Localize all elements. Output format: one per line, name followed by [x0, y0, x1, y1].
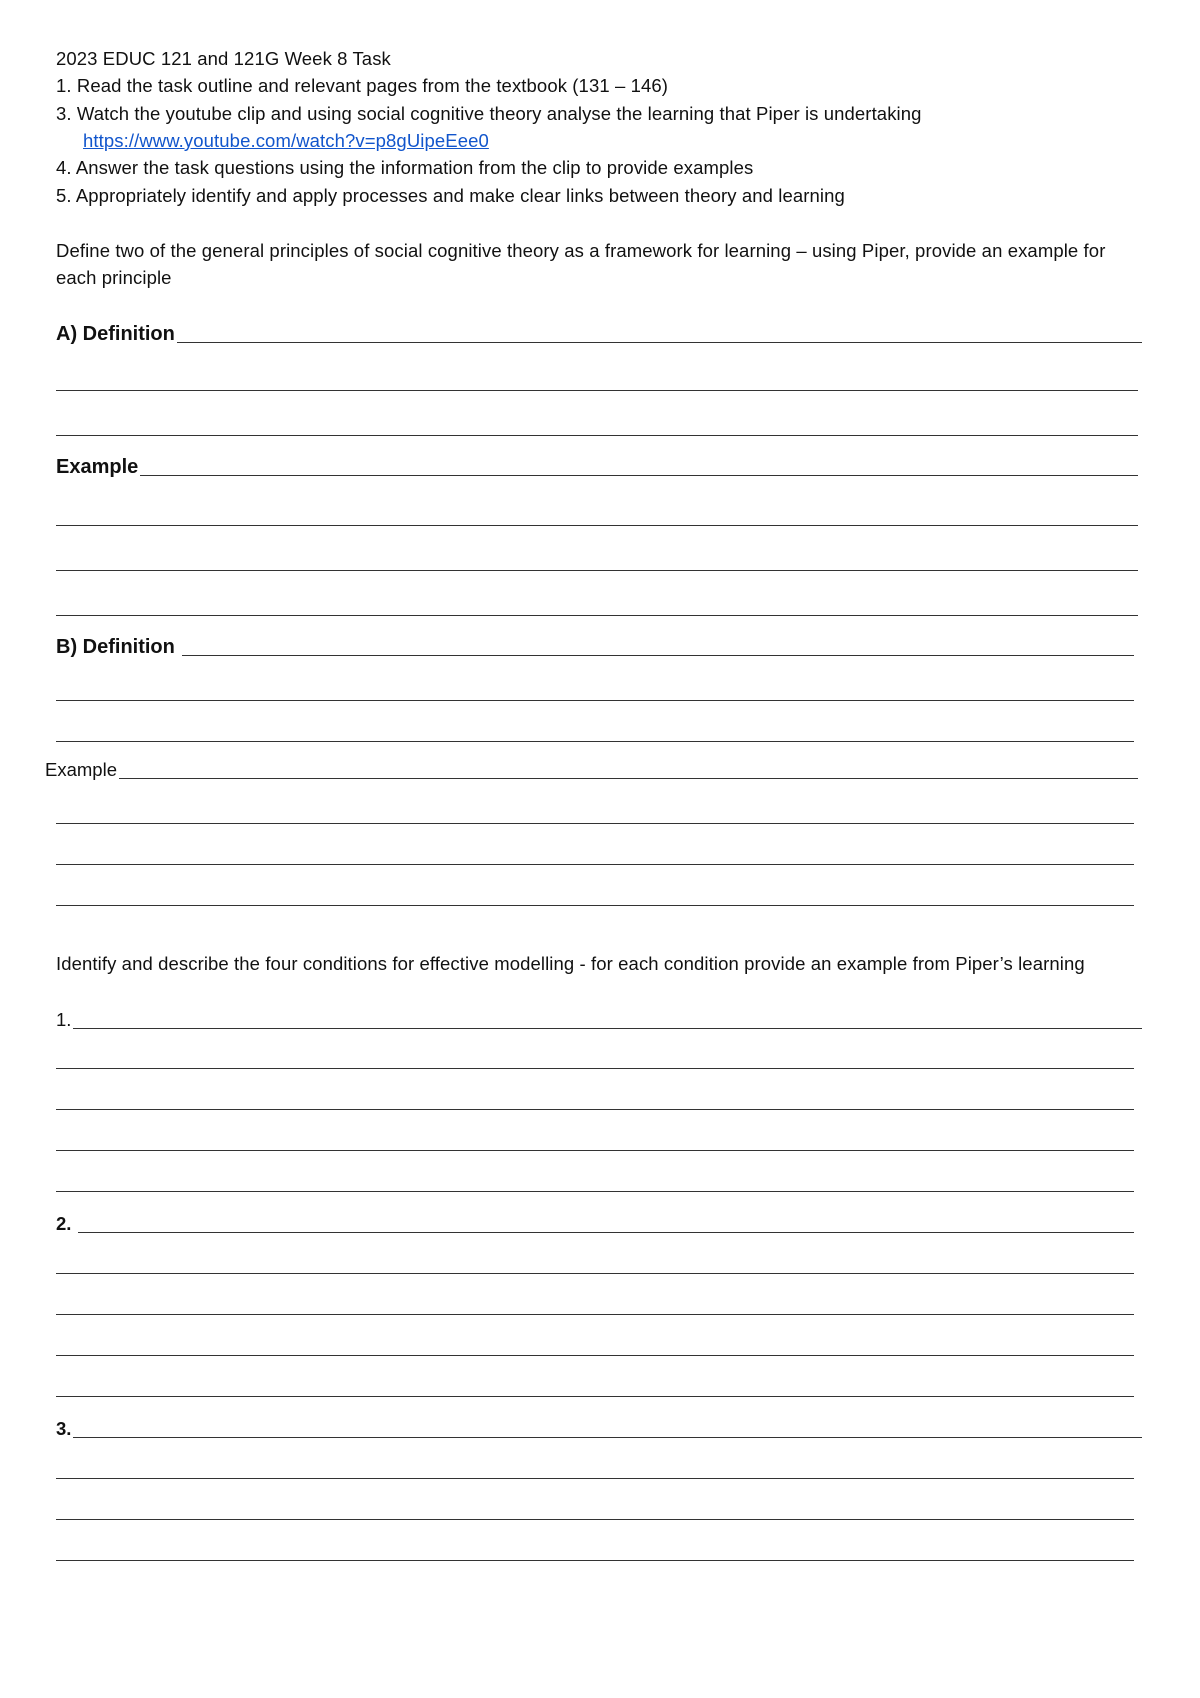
answer-line[interactable] [56, 525, 1138, 526]
answer-line[interactable] [56, 864, 1134, 865]
answer-line[interactable] [56, 615, 1138, 616]
section2-prompt: Identify and describe the four conditions for effective modelling - for each condition provide an example from Piper’s learning [56, 953, 1085, 974]
answer-line[interactable] [56, 1519, 1134, 1520]
step-5: 5. Appropriately identify and apply processes and make clear links between theory and learning [56, 185, 845, 206]
condition-3-label: 3. [56, 1418, 72, 1439]
youtube-link[interactable]: https://www.youtube.com/watch?v=p8gUipeEee0 [83, 130, 489, 151]
condition-2-row[interactable] [56, 1212, 1134, 1236]
step-1: 1. Read the task outline and relevant pages from the textbook (131 – 146) [56, 75, 669, 96]
b-example-label: Example [45, 759, 117, 780]
condition-1-answer-line[interactable] [73, 1028, 1142, 1029]
condition-1-label: 1. [56, 1009, 72, 1030]
b-definition-row[interactable] [56, 635, 1134, 659]
answer-line[interactable] [56, 1355, 1134, 1356]
condition-3-answer-line[interactable] [73, 1437, 1142, 1438]
condition-2-answer-line[interactable] [78, 1232, 1134, 1233]
a-example-label: Example [56, 456, 139, 478]
answer-line[interactable] [56, 1560, 1134, 1561]
answer-line[interactable] [56, 1478, 1134, 1479]
answer-line[interactable] [56, 435, 1138, 436]
a-definition-label: A) Definition [56, 323, 175, 345]
answer-line[interactable] [56, 741, 1134, 742]
condition-2-label: 2. [56, 1213, 72, 1234]
answer-line[interactable] [56, 570, 1138, 571]
answer-line[interactable] [56, 1150, 1134, 1151]
a-definition-answer-line[interactable] [177, 342, 1142, 343]
answer-line[interactable] [56, 905, 1134, 906]
answer-line[interactable] [56, 1396, 1134, 1397]
condition-1-row[interactable] [56, 1008, 1142, 1032]
answer-line[interactable] [56, 1314, 1134, 1315]
section1-prompt: Define two of the general principles of social cognitive theory as a framework for learning – using Piper, provide an example for each principle [56, 240, 1106, 288]
answer-line[interactable] [56, 1273, 1134, 1274]
b-example-answer-line[interactable] [119, 778, 1138, 779]
answer-line[interactable] [56, 823, 1134, 824]
document-title: 2023 EDUC 121 and 121G Week 8 Task [56, 48, 391, 69]
b-example-row[interactable] [45, 758, 1138, 782]
answer-line[interactable] [56, 390, 1138, 391]
answer-line[interactable] [56, 700, 1134, 701]
b-definition-label: B) Definition [56, 636, 175, 658]
step-4: 4. Answer the task questions using the information from the clip to provide examples [56, 157, 754, 178]
answer-line[interactable] [56, 1191, 1134, 1192]
condition-3-row[interactable] [56, 1417, 1142, 1441]
a-example-answer-line[interactable] [140, 475, 1138, 476]
step-3: 3. Watch the youtube clip and using social cognitive theory analyse the learning that Piper is undertaking [56, 103, 922, 124]
a-definition-row[interactable] [56, 322, 1142, 346]
b-definition-answer-line[interactable] [182, 655, 1134, 656]
a-example-row[interactable] [56, 455, 1138, 479]
answer-line[interactable] [56, 1068, 1134, 1069]
answer-line[interactable] [56, 1109, 1134, 1110]
